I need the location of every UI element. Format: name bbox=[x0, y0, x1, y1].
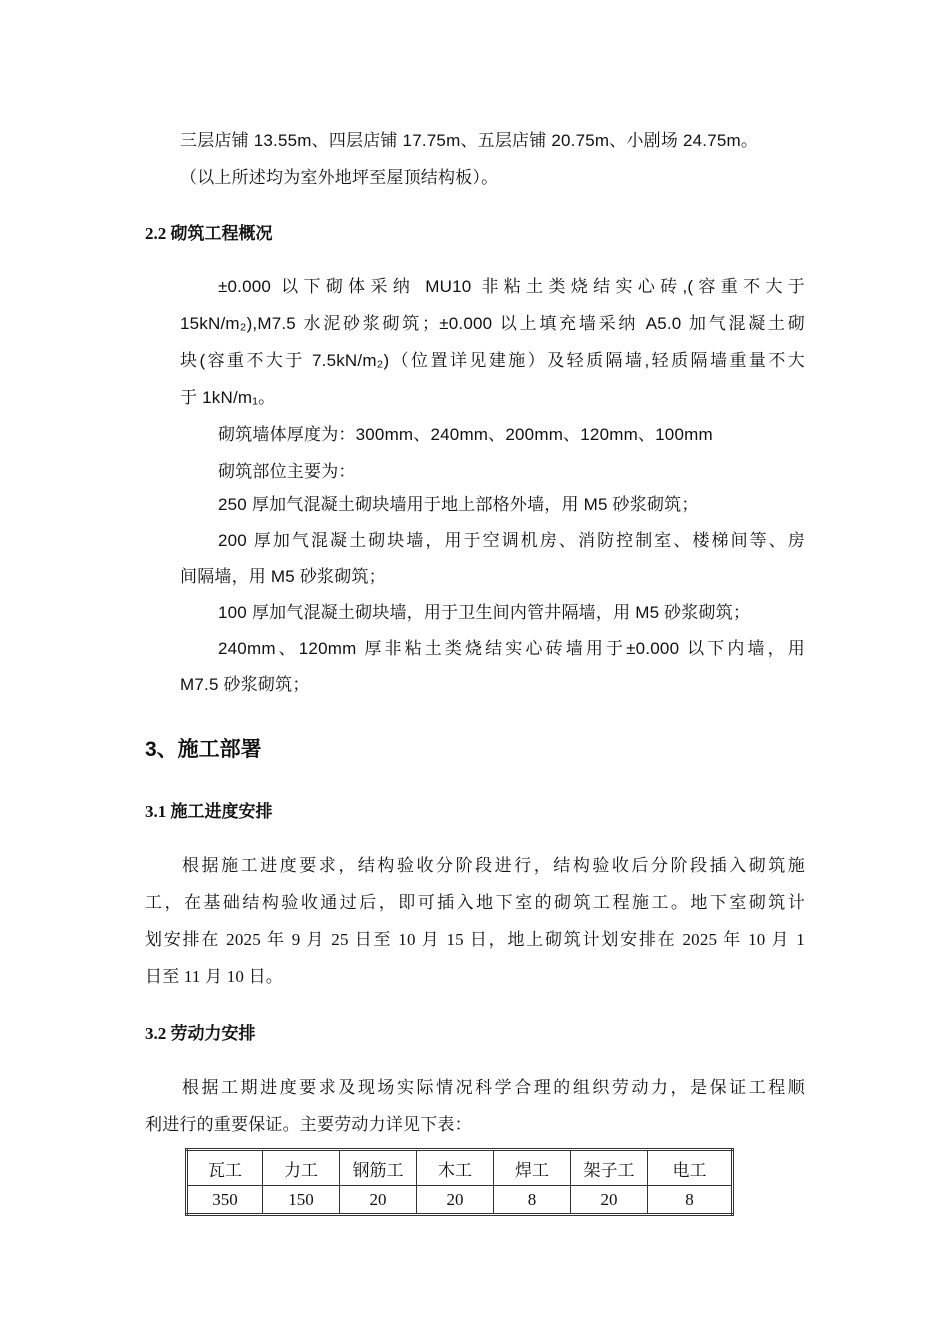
section-3-heading: 3、施工部署 bbox=[145, 738, 262, 761]
schedule-para-line-1: 根据施工进度要求，结构验收分阶段进行，结构验收后分阶段插入砌筑施 bbox=[182, 856, 805, 875]
labor-para-line-2: 利进行的重要保证。主要劳动力详见下表： bbox=[145, 1115, 472, 1134]
labor-table bbox=[185, 1148, 734, 1216]
masonry-para-line-3: 块(容重不大于 7.5kN/m₂)（位置详见建施）及轻质隔墙,轻质隔墙重量不大 bbox=[180, 351, 805, 370]
masonry-item-240-line-1: 240mm、120mm 厚非粘土类烧结实心砖墙用于±0.000 以下内墙，用 bbox=[218, 639, 805, 658]
labor-value-cell: 8 bbox=[648, 1186, 733, 1215]
labor-header-cell: 木工 bbox=[417, 1150, 494, 1186]
labor-value-cell: 20 bbox=[571, 1186, 648, 1215]
masonry-item-240-line-2: M7.5 砂浆砌筑； bbox=[180, 675, 310, 694]
labor-value-cell: 150 bbox=[263, 1186, 340, 1215]
labor-header-cell: 电工 bbox=[648, 1150, 733, 1186]
labor-para-line-1: 根据工期进度要求及现场实际情况科学合理的组织劳动力，是保证工程顺 bbox=[182, 1078, 805, 1097]
labor-header-cell: 架子工 bbox=[571, 1150, 648, 1186]
intro-line-2: （以上所述均为室外地坪至屋顶结构板）。 bbox=[180, 168, 499, 187]
section-3-1-heading: 3.1 施工进度安排 bbox=[145, 802, 273, 821]
schedule-para-line-3: 划安排在 2025 年 9 月 25 日至 10 月 15 日，地上砌筑计划安排在 2025 年 10 月 1 bbox=[145, 930, 805, 949]
wall-thickness-line: 砌筑墙体厚度为：300mm、240mm、200mm、120mm、100mm bbox=[218, 425, 713, 444]
section-3-2-heading: 3.2 劳动力安排 bbox=[145, 1024, 256, 1043]
masonry-parts-label: 砌筑部位主要为： bbox=[218, 462, 356, 481]
labor-value-cell: 350 bbox=[187, 1186, 263, 1215]
section-2-2-heading: 2.2 砌筑工程概况 bbox=[145, 224, 273, 243]
masonry-item-200-line-2: 间隔墙，用 M5 砂浆砌筑； bbox=[180, 567, 386, 586]
labor-header-cell: 钢筋工 bbox=[340, 1150, 417, 1186]
labor-value-cell: 8 bbox=[494, 1186, 571, 1215]
schedule-para-line-2: 工，在基础结构验收通过后，即可插入地下室的砌筑工程施工。地下室砌筑计 bbox=[145, 893, 805, 912]
labor-table-header-row bbox=[187, 1150, 733, 1186]
labor-header-cell: 瓦工 bbox=[187, 1150, 263, 1186]
labor-value-cell: 20 bbox=[340, 1186, 417, 1215]
masonry-item-250: 250 厚加气混凝土砌块墙用于地上部格外墙，用 M5 砂浆砌筑； bbox=[218, 495, 699, 514]
labor-header-cell: 力工 bbox=[263, 1150, 340, 1186]
masonry-para-line-4: 于 1kN/m₁。 bbox=[180, 388, 276, 407]
masonry-item-100: 100 厚加气混凝土砌块墙，用于卫生间内管井隔墙，用 M5 砂浆砌筑； bbox=[218, 603, 751, 622]
intro-line-1: 三层店铺 13.55m、四层店铺 17.75m、五层店铺 20.75m、小剧场 24.75m。 bbox=[180, 131, 759, 150]
labor-value-cell: 20 bbox=[417, 1186, 494, 1215]
labor-header-cell: 焊工 bbox=[494, 1150, 571, 1186]
schedule-para-line-4: 日至 11 月 10 日。 bbox=[145, 967, 283, 986]
masonry-para-line-1: ±0.000 以下砌体采纳 MU10 非粘土类烧结实心砖,(容重不大于 bbox=[218, 277, 805, 296]
masonry-item-200-line-1: 200 厚加气混凝土砌块墙，用于空调机房、消防控制室、楼梯间等、房 bbox=[218, 531, 805, 550]
labor-table-value-row bbox=[187, 1186, 733, 1215]
masonry-para-line-2: 15kN/m₂),M7.5 水泥砂浆砌筑；±0.000 以上填充墙采纳 A5.0 加气混凝土砌 bbox=[180, 314, 805, 333]
